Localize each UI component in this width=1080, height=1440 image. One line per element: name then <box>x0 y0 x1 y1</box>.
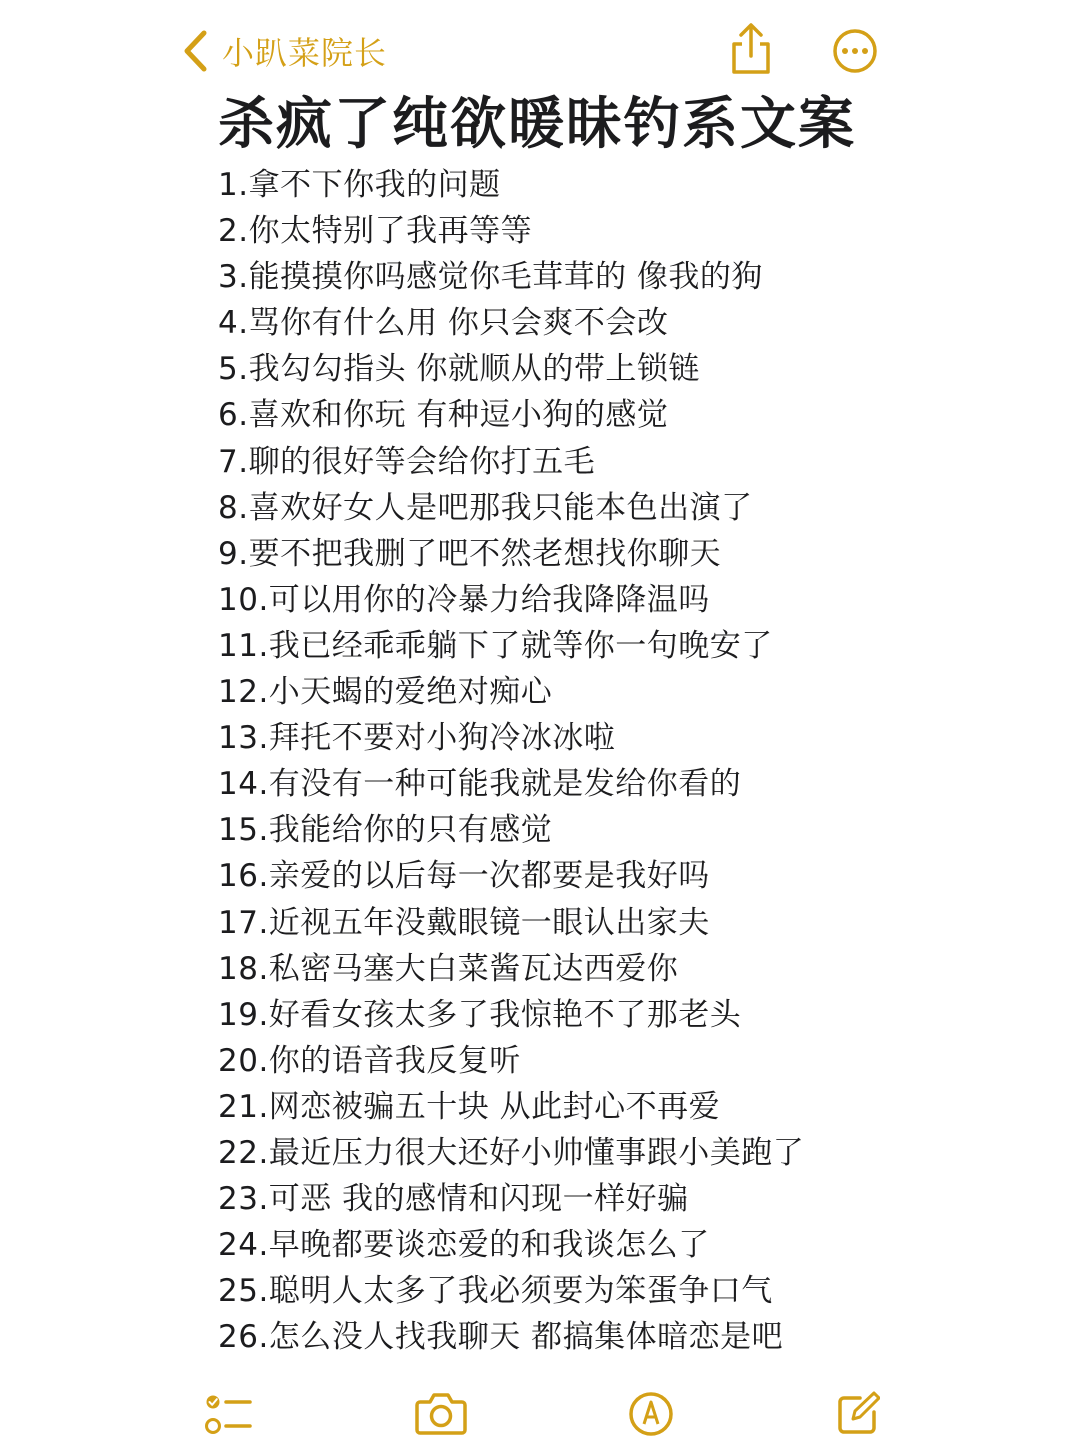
note-line: 17.近视五年没戴眼镜一眼认出家夫 <box>218 904 710 941</box>
note-line: 20.你的语音我反复听 <box>218 1042 521 1079</box>
note-line: 15.我能给你的只有感觉 <box>218 812 553 849</box>
note-line: 3.能摸摸你吗感觉你毛茸茸的 像我的狗 <box>218 259 763 296</box>
markup-icon[interactable] <box>628 1390 674 1438</box>
note-line: 14.有没有一种可能我就是发给你看的 <box>218 766 742 803</box>
back-label: 小趴菜院长 <box>222 34 388 72</box>
bottom-toolbar <box>0 1384 1080 1440</box>
note-line: 22.最近压力很大还好小帅懂事跟小美跑了 <box>218 1134 805 1171</box>
note-line: 7.聊的很好等会给你打五毛 <box>218 443 596 480</box>
note-line: 2.你太特别了我再等等 <box>218 213 533 250</box>
note-line: 19.好看女孩太多了我惊艳不了那老头 <box>218 996 742 1033</box>
camera-icon[interactable] <box>414 1390 468 1436</box>
note-line: 26.怎么没人找我聊天 都搞集体暗恋是吧 <box>218 1319 784 1356</box>
note-line: 6.喜欢和你玩 有种逗小狗的感觉 <box>218 397 669 434</box>
note-line: 9.要不把我删了吧不然老想找你聊天 <box>218 535 722 572</box>
note-line: 13.拜托不要对小狗冷冰冰啦 <box>218 720 616 757</box>
note-line: 16.亲爱的以后每一次都要是我好吗 <box>218 858 710 895</box>
note-line: 25.聪明人太多了我必须要为笨蛋争口气 <box>218 1273 773 1310</box>
note-line: 10.可以用你的冷暴力给我降降温吗 <box>218 581 710 618</box>
note-title[interactable]: 杀疯了纯欲暖昧钓系文案 <box>218 92 856 157</box>
share-icon[interactable] <box>728 22 774 76</box>
note-line: 18.私密马塞大白菜酱瓦达西爱你 <box>218 950 679 987</box>
note-line: 8.喜欢好女人是吧那我只能本色出演了 <box>218 489 753 526</box>
note-line: 23.可恶 我的感情和闪现一样好骗 <box>218 1181 689 1218</box>
note-line: 5.我勾勾指头 你就顺从的带上锁链 <box>218 351 700 388</box>
chevron-left-icon <box>182 29 208 73</box>
note-line: 21.网恋被骗五十块 从此封心不再爱 <box>218 1088 721 1125</box>
more-icon[interactable] <box>832 28 878 74</box>
checklist-icon[interactable] <box>204 1390 252 1440</box>
note-body[interactable] <box>218 162 1058 1360</box>
back-button[interactable] <box>182 26 387 76</box>
note-line: 12.小天蝎的爱绝对痴心 <box>218 674 553 711</box>
navigation-bar <box>0 0 1080 100</box>
note-line: 24.早晚都要谈恋爱的和我谈怎么了 <box>218 1227 710 1264</box>
note-line: 11.我已经乖乖躺下了就等你一句晚安了 <box>218 627 773 664</box>
note-line: 4.骂你有什么用 你只会爽不会改 <box>218 305 669 342</box>
compose-icon[interactable] <box>836 1390 880 1436</box>
note-line: 1.拿不下你我的问题 <box>218 167 501 203</box>
